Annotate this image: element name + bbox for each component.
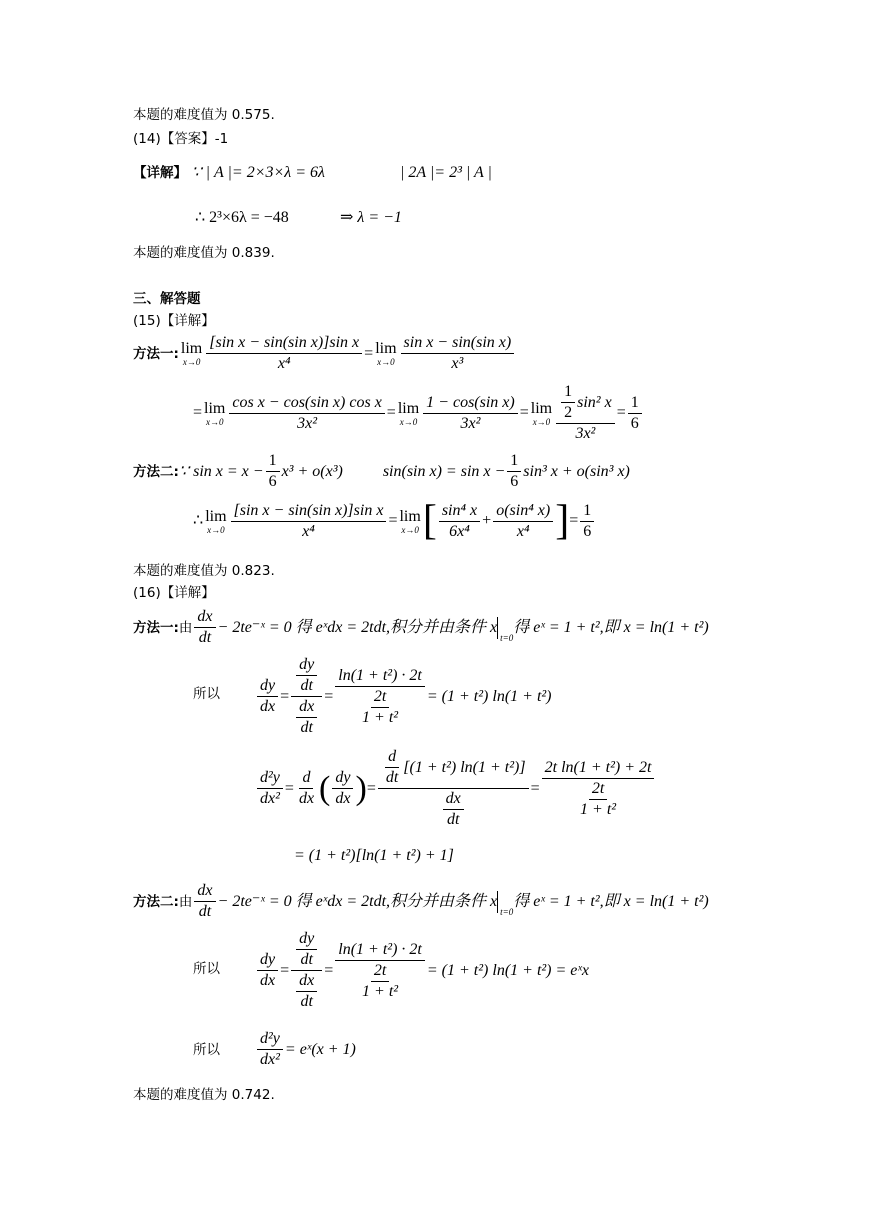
suoyi-label: 所以	[193, 686, 220, 702]
suoyi-label: 所以	[193, 961, 220, 977]
q15-heading: (15)【详解】	[133, 313, 215, 329]
fraction: $\frac{1}{6}$	[266, 452, 280, 491]
suoyi-label: 所以	[193, 1042, 220, 1058]
limit: lim x→0	[205, 507, 227, 535]
fraction: $\frac{\text{d²y}}{\text{dx²}}$	[257, 769, 283, 808]
fraction: $\frac{dy}{dx}$	[332, 769, 353, 808]
limit: lim x→0	[530, 399, 553, 427]
m2-label: 方法二:	[133, 463, 179, 480]
fraction: $\frac{\frac{dy}{dt}}{\frac{dx}{dt}}$	[291, 656, 322, 737]
fraction: $\frac{\text{1 − cos(sin x)}}{\text{3x²}}$	[423, 394, 518, 433]
q15-m1-line1: 方法一: lim x→0 $\frac{\text{[sin x − sin(sin x)]sin x}}{\text{x⁴}}$ = lim x→0 $\frac{\text{sin x − sin(sin x)}}{\text{x³}}$	[133, 334, 516, 373]
q15-m2-line1: 方法二: ∵ sin x = x − $\frac{1}{6}$ x³ + o(x³) sin(sin x) = sin x − $\frac{1}{6}$ sin³ x + o(sin³ x)	[133, 452, 630, 490]
fraction: $\frac{\frac{dy}{dt}}{\frac{dx}{dt}}$	[291, 930, 322, 1011]
section-title: 三、解答题	[133, 291, 201, 307]
q14-heading: (14)【答案】-1	[133, 131, 229, 147]
fraction: $\frac{\text{cos x − cos(sin x) cos x}}{\text{3x²}}$	[229, 394, 384, 433]
m2-label: 方法二:	[133, 893, 179, 910]
q14-line2b: ⇒ λ = −1	[340, 209, 402, 226]
fraction: $\frac{1}{6}$	[628, 394, 642, 433]
fraction: $\frac{d}{dt}$ [(1 + t²) ln(1 + t²)] $\frac{dx}{dt}$	[378, 748, 529, 829]
fraction: $\frac{dy}{dx}$	[257, 951, 278, 990]
limit: lim x→0	[375, 340, 397, 367]
fraction: $\frac{\text{sin⁴ x}}{\text{6x⁴}}$	[439, 502, 480, 541]
q16-m1-line1: 方法一: 由 $\frac{dx}{dt}$ − 2te⁻ˣ = 0 得 eˣdx = 2tdt,积分并由条件 x t=0 得 eˣ = 1 + t²,即 x = ln(1 + t²)	[133, 608, 709, 646]
q16-m2-d2y: $\frac{\text{d²y}}{\text{dx²}}$ = eˣ(x + 1)	[255, 1030, 356, 1069]
fraction: $\frac{dy}{dx}$	[257, 677, 278, 716]
q14-eq2: | 2A |= 2³ | A |	[400, 164, 492, 181]
fraction: $\frac{1}{6}$	[507, 452, 521, 491]
m1-label: 方法一:	[133, 345, 179, 362]
q14-line2: ∴ 2³×6λ = −48	[195, 209, 289, 226]
q16-m1-d2y: $\frac{\text{d²y}}{\text{dx²}}$ = $\frac{d}{dx}$ ( $\frac{dy}{dx}$ ) = $\frac{d}{dt}$ [(1 + t²) ln(1 + t²)] $\frac{dx}{dt}$ = $\frac{\text{2t ln(1 + t²) + 2t}}{\frac{2t}{\text{1 + t²}}}$	[255, 748, 656, 829]
fraction: $\frac{dx}{dt}$	[194, 608, 215, 647]
difficulty-0823: 本题的难度值为 0.823.	[133, 563, 275, 579]
fraction: $\frac{dx}{dt}$	[194, 882, 215, 921]
q14-eq1: ∵ | A |= 2×3×λ = 6λ	[191, 164, 325, 181]
fraction: $\frac{\text{[sin x − sin(sin x)]sin x}}{\text{x⁴}}$	[206, 334, 362, 373]
q16-m2-line1: 方法二: 由 $\frac{dx}{dt}$ − 2te⁻ˣ = 0 得 eˣdx = 2tdt,积分并由条件 x t=0 得 eˣ = 1 + t²,即 x = ln(1 + t²)	[133, 882, 709, 920]
q16-heading: (16)【详解】	[133, 585, 215, 601]
fraction: $\frac{\text{2t ln(1 + t²) + 2t}}{\frac{2t}{\text{1 + t²}}}$	[542, 759, 655, 819]
m1-label: 方法一:	[133, 619, 179, 636]
difficulty-0575: 本题的难度值为 0.575.	[133, 107, 275, 123]
limit: lim x→0	[397, 399, 420, 427]
fraction: $\frac{1}{2}$ sin² x 3x²	[556, 383, 615, 443]
q16-m1-final: = (1 + t²)[ln(1 + t²) + 1]	[294, 847, 454, 864]
detail-label: 【详解】	[133, 165, 187, 181]
fraction: $\frac{d}{dx}$	[298, 769, 315, 807]
fraction: $\frac{\text{d²y}}{\text{dx²}}$	[257, 1030, 283, 1069]
q16-m1-dydx: $\frac{dy}{dx}$ = $\frac{\frac{dy}{dt}}{\frac{dx}{dt}}$ = $\frac{\text{ln(1 + t²) · 2t}}{\frac{2t}{\text{1 + t²}}}$ = (1 + t²) ln(1 + t²)	[255, 656, 552, 737]
fraction: $\frac{\text{[sin x − sin(sin x)]sin x}}{\text{x⁴}}$	[231, 502, 387, 541]
limit: lim x→0	[180, 340, 203, 367]
fraction: $\frac{\text{sin x − sin(sin x)}}{\text{x³}}$	[401, 334, 515, 373]
fraction: $\frac{\text{ln(1 + t²) · 2t}}{\frac{2t}{\text{1 + t²}}}$	[335, 941, 425, 1001]
difficulty-0839: 本题的难度值为 0.839.	[133, 245, 275, 261]
fraction: $\frac{1}{6}$	[580, 502, 594, 541]
limit: lim x→0	[399, 507, 421, 535]
limit: lim x→0	[204, 399, 226, 427]
q15-m1-line2: = lim x→0 $\frac{\text{cos x − cos(sin x) cos x}}{\text{3x²}}$ = lim x→0 $\frac{\text{1 − cos(sin x)}}{\text{3x²}}$ = lim x→0 $\frac{1}{2}$ sin² x 3x² = $\frac{1}{6}$	[193, 383, 644, 443]
q15-m2-line2: ∴ lim x→0 $\frac{\text{[sin x − sin(sin x)]sin x}}{\text{x⁴}}$ = lim x→0 [ $\frac{\text{sin⁴ x}}{\text{6x⁴}}$ + $\frac{\text{o(sin⁴ x)}}{\text{x⁴}}$ ] = $\frac{1}{6}$	[193, 500, 596, 542]
q16-m2-dydx: $\frac{dy}{dx}$ = $\frac{\frac{dy}{dt}}{\frac{dx}{dt}}$ = $\frac{\text{ln(1 + t²) · 2t}}{\frac{2t}{\text{1 + t²}}}$ = (1 + t²) ln(1 + t²) = eˣx	[255, 930, 589, 1011]
q14-detail	[133, 164, 325, 182]
difficulty-0742: 本题的难度值为 0.742.	[133, 1087, 275, 1103]
fraction: $\frac{\text{o(sin⁴ x)}}{\text{x⁴}}$	[493, 502, 553, 541]
fraction: $\frac{\text{ln(1 + t²) · 2t}}{\frac{2t}{\text{1 + t²}}}$	[335, 667, 425, 727]
